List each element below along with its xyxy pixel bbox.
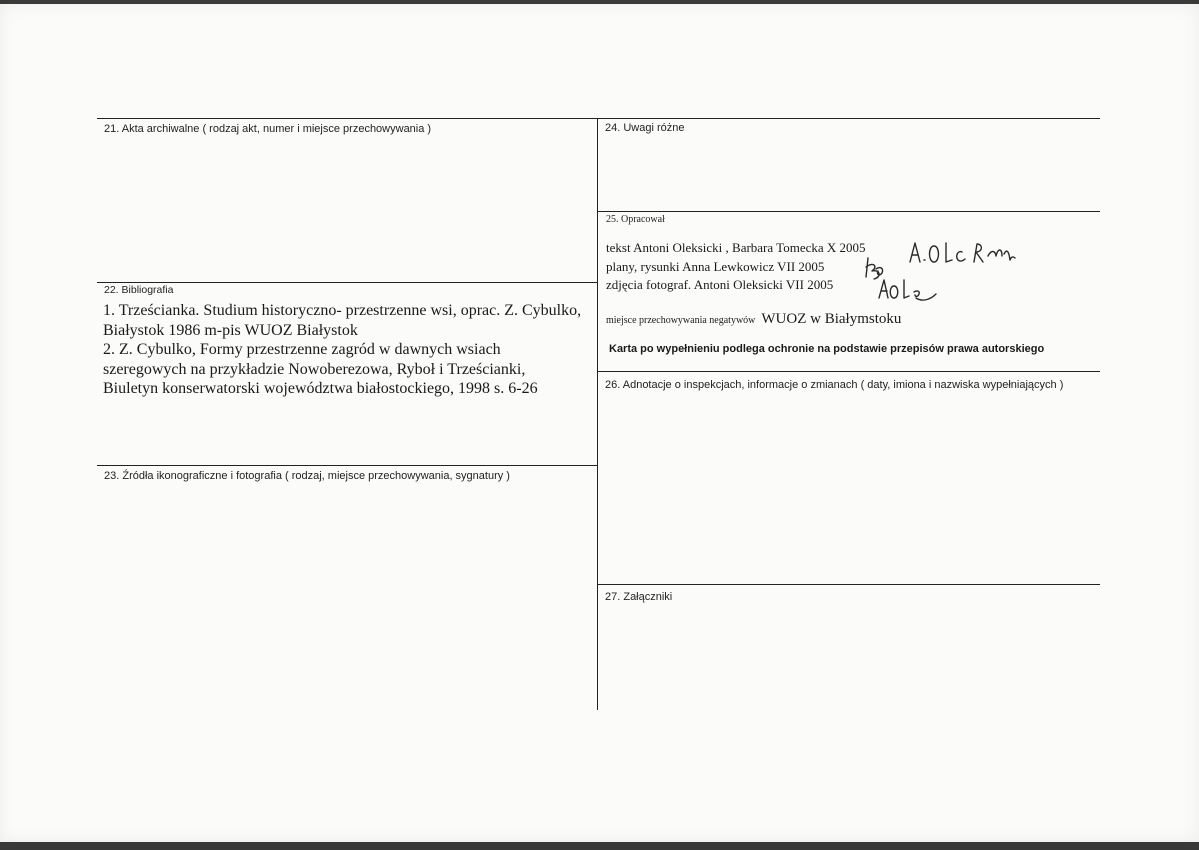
rule-22 [97,282,597,283]
record-card-sheet [0,4,1199,842]
rule-25 [597,211,1100,212]
negatives-storage [606,311,901,328]
bibliography-list [103,301,583,399]
author-photos-line: zdjęcia fotograf. Antoni Oleksicki VII 2005 [606,277,834,292]
section-26-label: 26. Adnotacje o inspekcjach, informacje o zmianach ( daty, imiona i nazwiska wypełniających ) [605,379,1064,391]
section-22-label: 22. Bibliografia [104,284,174,296]
author-plans-line: plany, rysunki Anna Lewkowicz VII 2005 [606,259,825,274]
negatives-storage-label: miejsce przechowywania negatywów [606,315,756,326]
section-24-label: 24. Uwagi różne [605,122,685,134]
rule-23 [97,465,597,466]
center-divider [597,118,598,710]
rule-27 [597,584,1100,585]
bibliography-entry: 1. Trześcianka. Studium historyczno- przestrzenne wsi, oprac. Z. Cybulko, Białystok 1986 m-pis WUOZ Białystok [103,302,582,339]
signature-oleksicki [876,276,940,304]
section-27-label: 27. Załączniki [605,591,673,603]
copyright-note: Karta po wypełnieniu podlega ochronie na podstawie przepisów prawa autorskiego [609,343,1045,355]
signature-oleksicki-tomecka [906,238,1016,268]
negatives-storage-value: WUOZ w Białymstoku [761,311,902,327]
section-25-label: 25. Opracował [606,214,665,225]
rule-26 [597,371,1100,372]
author-text-line: tekst Antoni Oleksicki , Barbara Tomecka X 2005 [606,240,866,255]
top-rule [97,118,1100,119]
bibliography-entry: 2. Z. Cybulko, Formy przestrzenne zagród w dawnych wsiach szeregowych na przykładzie Nowoberezowa, Ryboł i Trześcianki, Biuletyn konserwatorski województwa białostockiego, 1998 s. 6-26 [103,341,538,397]
section-21-label: 21. Akta archiwalne ( rodzaj akt, numer i miejsce przechowywania ) [104,123,432,135]
section-23-label: 23. Źródła ikonograficzne i fotografia ( rodzaj, miejsce przechowywania, sygnatury ) [104,470,510,482]
